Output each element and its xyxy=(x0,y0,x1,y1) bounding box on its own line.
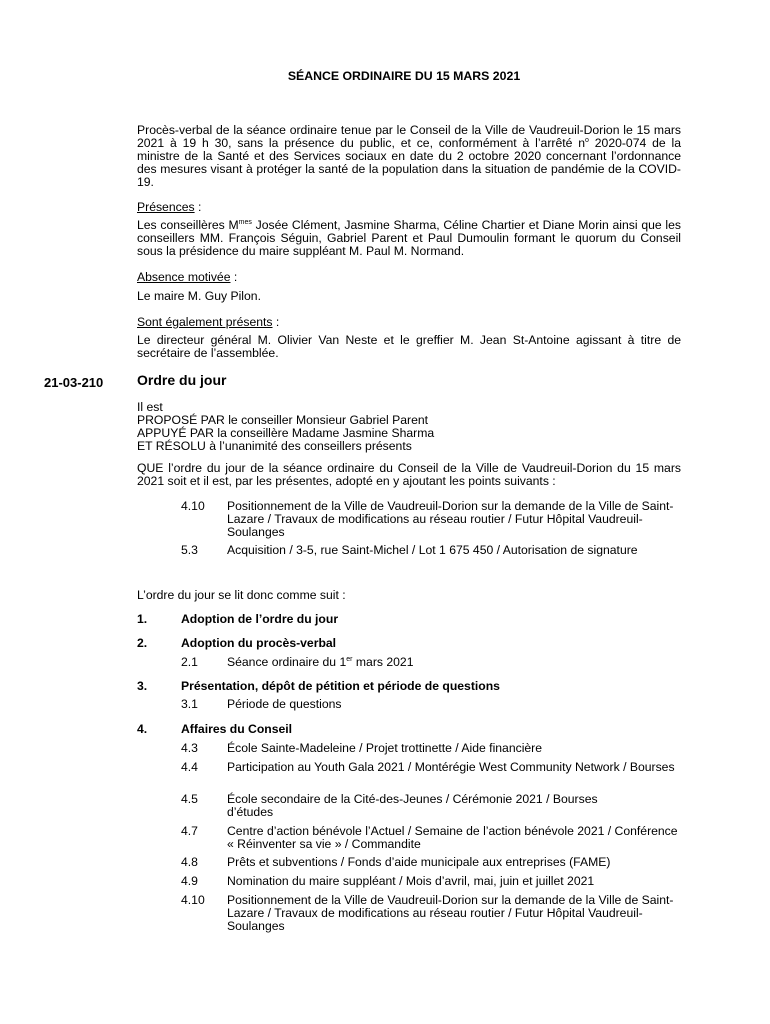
resolution-title: Ordre du jour xyxy=(137,372,227,388)
subitem-number: 4.8 xyxy=(181,855,198,869)
agenda-number: 4. xyxy=(137,722,148,736)
added-item-text: Positionnement de la Ville de Vaudreuil-Dorion sur la demande de la Ville de Saint-Lazare / Travaux de modifications au réseau routier / Futur Hôpital Vaudreuil-Soulanges xyxy=(227,499,674,539)
subitem-number: 4.4 xyxy=(181,760,198,774)
presences-label: Présences xyxy=(137,200,195,214)
subitem-text: École Sainte-Madeleine / Projet trottinette / Aide financière xyxy=(227,741,543,755)
intro-text-1: Procès-verbal de la séance ordinaire tenue par le Conseil de la Ville de Vaudreuil-Dorion le 15 mars 2021 à 19 h 30, sans la présence du public, et ce, conformément à l’arrêté n xyxy=(137,123,681,150)
subitem-text: Positionnement de la Ville de Vaudreuil-Dorion sur la demande de la Ville de Saint-Lazare / Travaux de modifications au réseau routier / Futur Hôpital Vaudreuil-Soulanges xyxy=(227,893,674,933)
motion-line: Il est xyxy=(137,400,163,414)
absence-text: Le maire M. Guy Pilon. xyxy=(137,289,261,303)
subitem-number: 4.5 xyxy=(181,792,198,806)
subitem-number: 4.10 xyxy=(181,893,205,907)
subitem-sup: er xyxy=(346,655,353,663)
added-item-number: 4.10 xyxy=(181,499,205,513)
intro-paragraph xyxy=(137,124,681,189)
subitem-text: École secondaire de la Cité-des-Jeunes / Cérémonie 2021 / Bourses d’études xyxy=(227,792,598,819)
agenda-title: Adoption de l’ordre du jour xyxy=(181,612,339,626)
agenda-number: 2. xyxy=(137,636,148,650)
subitem-text: Participation au Youth Gala 2021 / Montérégie West Community Network / Bourses xyxy=(227,760,675,774)
presences-paragraph xyxy=(137,219,681,258)
resolution-number: 21-03-210 xyxy=(44,375,104,390)
absence-colon: : xyxy=(230,270,238,284)
presences-text-2: Josée Clément, Jasmine Sharma, Céline Chartier et Diane Morin ainsi que les conseillers MM. François Séguin, Gabriel Parent et Paul Dumoulin formant le quorum du Conseil sous la présidence du maire suppléant M. Paul M. Normand. xyxy=(137,218,681,258)
que-paragraph: QUE l’ordre du jour de la séance ordinaire du Conseil de la Ville de Vaudreuil-Dorion du 15 mars 2021 soit et il est, par les présentes, adopté en y ajoutant les points suivants : xyxy=(137,461,681,488)
presences-heading xyxy=(137,201,681,214)
presences-text-1: Les conseillères M xyxy=(137,218,239,232)
agenda-title: Adoption du procès-verbal xyxy=(181,636,337,650)
subitem-number: 3.1 xyxy=(181,697,198,711)
page-title: SÉANCE ORDINAIRE DU 15 MARS 2021 xyxy=(287,69,521,83)
presences-colon: : xyxy=(194,200,202,214)
presents-heading xyxy=(137,316,681,329)
motion-line: ET RÉSOLU à l’unanimité des conseillers présents xyxy=(137,439,412,453)
agenda-title: Affaires du Conseil xyxy=(181,722,293,736)
motion-block xyxy=(137,401,681,453)
added-item-number: 5.3 xyxy=(181,543,198,557)
agenda-number: 3. xyxy=(137,679,148,693)
subitem-text xyxy=(227,656,413,669)
absence-label: Absence motivée xyxy=(137,270,231,284)
motion-line: APPUYÉ PAR la conseillère Madame Jasmine Sharma xyxy=(137,426,435,440)
presents-label: Sont également présents xyxy=(137,315,273,329)
intro-sup: o xyxy=(585,136,589,144)
subitem-number: 2.1 xyxy=(181,655,198,669)
subitem-number: 4.3 xyxy=(181,741,198,755)
subitem-text-post: mars 2021 xyxy=(352,655,414,669)
added-item-text: Acquisition / 3-5, rue Saint-Michel / Lot 1 675 450 / Autorisation de signature xyxy=(227,543,638,557)
presents-colon: : xyxy=(272,315,280,329)
agenda-number: 1. xyxy=(137,612,148,626)
absence-heading xyxy=(137,271,681,284)
motion-line: PROPOSÉ PAR le conseiller Monsieur Gabriel Parent xyxy=(137,413,429,427)
agenda-intro: L’ordre du jour se lit donc comme suit : xyxy=(137,588,346,602)
intro-text-2: 2020-074 de la ministre de la Santé et des Services sociaux en date du 2 octobre 2020 concernant l’ordonnance des mesures visant à protéger la santé de la population dans la situation de pandémie de la COVID-19. xyxy=(137,136,681,189)
subitem-text: Période de questions xyxy=(227,697,342,711)
subitem-text: Centre d’action bénévole l’Actuel / Semaine de l’action bénévole 2021 / Conférence « Réinventer sa vie » / Commandite xyxy=(227,824,678,851)
subitem-number: 4.9 xyxy=(181,874,198,888)
subitem-number: 4.7 xyxy=(181,824,198,838)
subitem-text-pre: Séance ordinaire du 1 xyxy=(227,655,347,669)
subitem-text: Prêts et subventions / Fonds d’aide municipale aux entreprises (FAME) xyxy=(227,855,611,869)
subitem-text: Nomination du maire suppléant / Mois d’avril, mai, juin et juillet 2021 xyxy=(227,874,595,888)
agenda-title: Présentation, dépôt de pétition et période de questions xyxy=(181,679,500,693)
presents-paragraph: Le directeur général M. Olivier Van Neste et le greffier M. Jean St-Antoine agissant à titre de secrétaire de l’assemblée. xyxy=(137,333,681,360)
presences-sup: mes xyxy=(238,218,252,226)
